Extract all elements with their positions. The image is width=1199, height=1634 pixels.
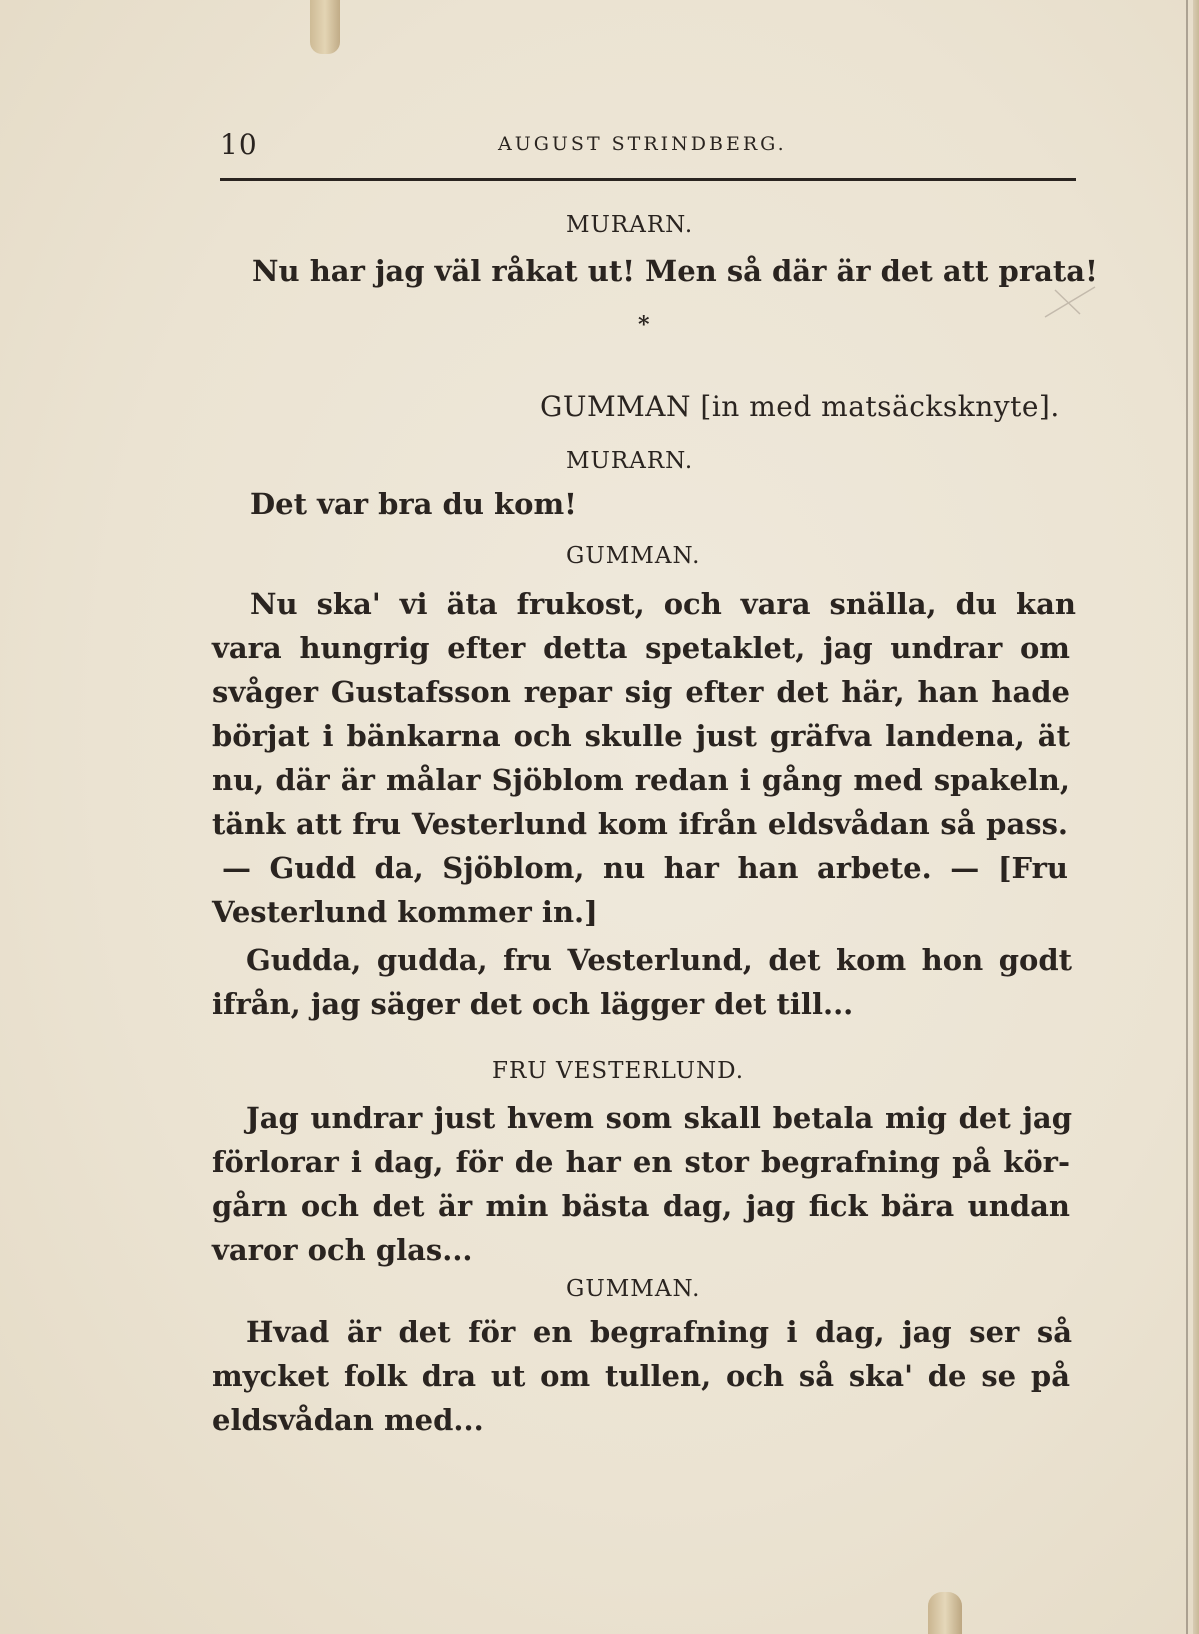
dialogue-line: mycket folk dra ut om tullen, och så ska' de se på: [212, 1359, 1070, 1393]
dialogue-line: förlorar i dag, för de har en stor begrafning på kör-: [212, 1145, 1070, 1179]
dialogue-line: börjat i bänkarna och skulle just gräfva landena, ät: [212, 719, 1070, 753]
page-edge: [1193, 0, 1199, 1634]
dialogue-line: tänk att fru Vesterlund kom ifrån eldsvådan så pass.: [212, 807, 1068, 841]
dialogue-line: eldsvådan med...: [212, 1403, 484, 1437]
speaker-murarn-2: MURARN.: [566, 448, 694, 474]
dialogue-line: svåger Gustafsson repar sig efter det här, han hade: [212, 675, 1070, 709]
dialogue-line: Vesterlund kommer in.]: [212, 895, 598, 929]
page-number: 10: [220, 128, 258, 161]
dialogue-line: Det var bra du kom!: [250, 487, 577, 521]
running-head: AUGUST STRINDBERG.: [498, 133, 787, 155]
pencil-mark-icon: [1040, 282, 1100, 322]
asterisk-mark: *: [638, 312, 650, 338]
speaker-gumman-stage: GUMMAN [in med matsäcksknyte].: [540, 390, 1060, 423]
speaker-fru-vesterlund: FRU VESTERLUND.: [492, 1058, 745, 1084]
page-tab-bottom: [928, 1592, 962, 1634]
page-edge-line: [1186, 0, 1188, 1634]
header-rule: [220, 178, 1076, 181]
speaker-murarn-1: MURARN.: [566, 212, 694, 238]
speaker-gumman-2: GUMMAN.: [566, 1276, 701, 1302]
dialogue-line: Gudda, gudda, fru Vesterlund, det kom hon godt: [246, 943, 1072, 977]
dialogue-line: vara hungrig efter detta spetaklet, jag undrar om: [212, 631, 1070, 665]
dialogue-line: — Gudd da, Sjöblom, nu har han arbete. — [Fru: [222, 851, 1068, 885]
dialogue-line: Nu ska' vi äta frukost, och vara snälla, du kan: [250, 587, 1076, 621]
dialogue-line: nu, där är målar Sjöblom redan i gång med spakeln,: [212, 763, 1070, 797]
page-tab-top: [310, 0, 340, 54]
dialogue-line: ifrån, jag säger det och lägger det till...: [212, 987, 854, 1021]
dialogue-line: Jag undrar just hvem som skall betala mig det jag: [246, 1101, 1072, 1135]
dialogue-line: gårn och det är min bästa dag, jag fick bära undan: [212, 1189, 1070, 1223]
speaker-gumman-1: GUMMAN.: [566, 543, 701, 569]
dialogue-line: varor och glas...: [212, 1233, 473, 1267]
dialogue-line: Nu har jag väl råkat ut! Men så där är det att prata!: [252, 254, 1098, 288]
dialogue-line: Hvad är det för en begrafning i dag, jag ser så: [246, 1315, 1072, 1349]
